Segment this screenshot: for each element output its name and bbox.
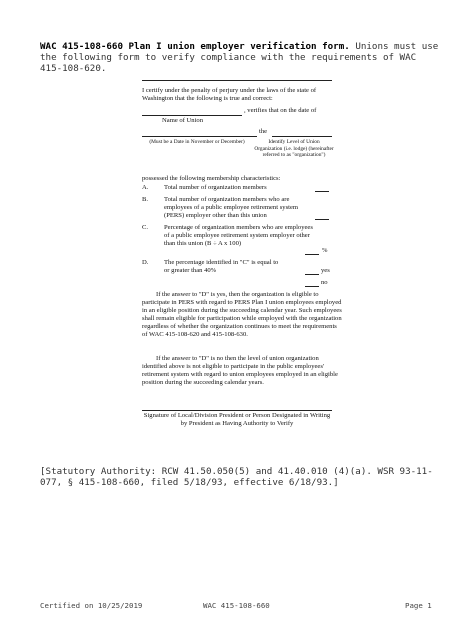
section-title: WAC 415-108-660 Plan I union employer verification form. [40,41,350,52]
date-blank [142,136,257,137]
signature-caption: Signature of Local/Division President or Person Designated in Writing by President as Having Authority to Verify [143,412,331,427]
footer-certified: Certified on 10/25/2019 [40,601,143,610]
section-intro: Unions must use the following form to verify compliance with the requirements of WAC 415-108-620. [40,41,439,74]
item-key: C. [142,224,149,231]
possessed-text: possessed the following membership characteristics: [142,175,281,182]
statutory-authority: [Statutory Authority: RCW 41.50.050(5) and 41.40.010 (4)(a). WSR 93-11-077, § 415-108-660, filed 5/18/93, effective 6/18/93.] [40,466,433,488]
percent-suffix: % [322,247,328,254]
item-c-blank [305,254,319,255]
level-blank [272,136,332,137]
item-key: B. [142,196,149,203]
section-header [40,41,440,74]
item-a-blank [315,191,329,192]
answer-no-paragraph [142,355,342,387]
item-text: Percentage of organization members who are employees of a public employee retirement system employer other than this union (B ÷ A x 100) [164,224,313,247]
yes-label: yes [321,267,330,274]
signature-line [142,410,332,411]
date-caption: (Must be a Date in November or December) [149,139,245,145]
item-key: D. [142,259,149,266]
level-caption: Identify Level of Union Organization (i.e. lodge) (hereinafter referred to as "organization") [254,139,334,159]
answer-yes-text: If the answer to "D" is yes, then the organization is eligible to participate in PERS with regard to PERS Plan I union employees employed in an eligible position during the succeeding calendar year. Such employees shall remain eligible for participation while employed with the organization regardless of whether the organization continues to meet the requirements of WAC 415-108-620 and 415-108-630. [142,291,342,338]
footer-page: Page 1 [405,601,432,610]
footer-wac: WAC 415-108-660 [203,601,270,610]
item-text: Total number of organization members who are employees of a public employee retirement system (PERS) employer other than this union [164,196,299,219]
union-name-blank [142,115,242,116]
item-text: The percentage identified in "C" is equal to or greater than 40% [164,259,279,274]
verifies-text: , verifies that on the date of [244,107,317,114]
answer-no-text: If the answer to "D" is no then the level of union organization identified above is not eligible to participate in the public employees' retirement system with regard to union employees employed in an eligible position during the succeeding calendar years. [142,355,338,386]
item-key: A. [142,184,149,191]
item-d-yes-blank [305,274,319,275]
item-text: Total number of organization members [164,184,267,191]
union-name-label: Name of Union [162,117,204,124]
the-text: the [259,128,268,135]
no-label: no [321,279,328,286]
form-top-rule [142,80,332,81]
item-b-blank [315,219,329,220]
certify-statement: I certify under the penalty of perjury under the laws of the state of Washington that the following is true and correct: [142,87,317,102]
item-d-no-blank [305,286,319,287]
answer-yes-paragraph [142,291,342,338]
